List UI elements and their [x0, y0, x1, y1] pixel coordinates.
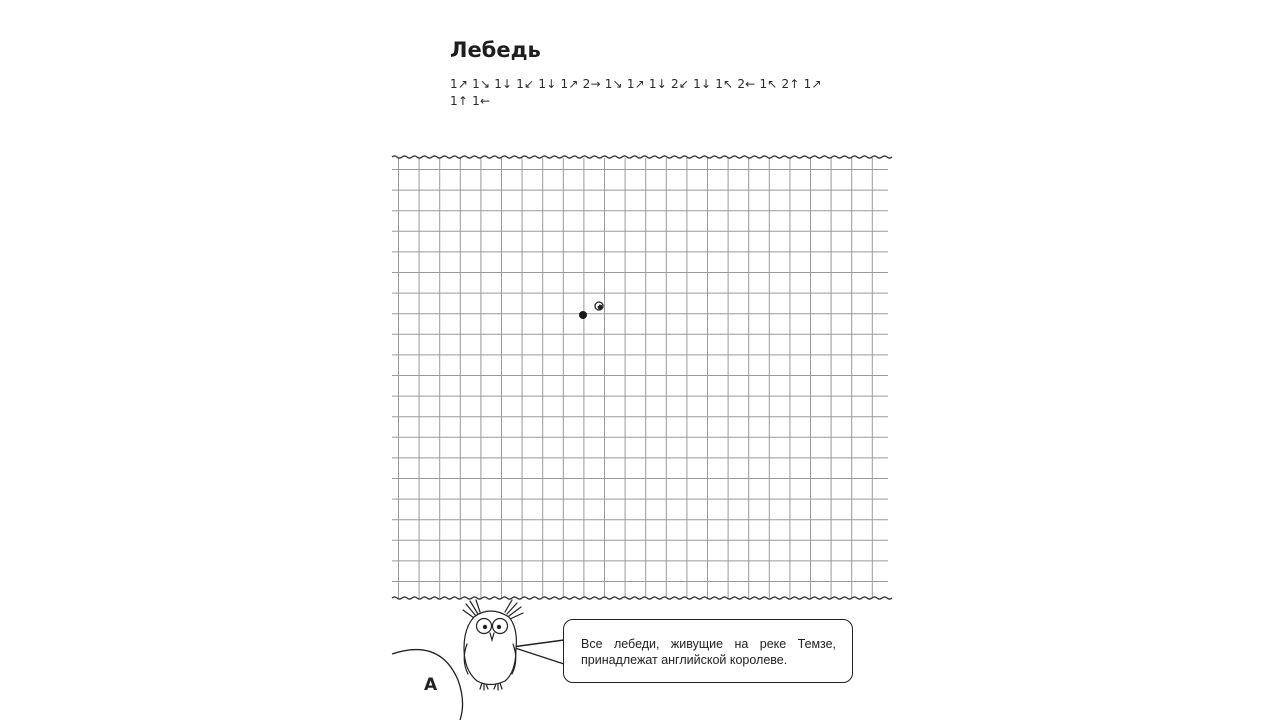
instruction-line-2: 1↑ 1←: [450, 94, 491, 108]
speech-bubble-tail: [512, 640, 564, 664]
eye-icon: [595, 302, 603, 310]
corner-letter: А: [424, 675, 438, 695]
speech-bubble-line-2: принадлежат английской королеве.: [581, 653, 788, 667]
instruction-line-1: 1↗ 1↘ 1↓ 1↙ 1↓ 1↗ 2→ 1↘ 1↗ 1↓ 2↙ 1↓ 1↖ 2← 1↖ 2↑ 1↗: [450, 77, 822, 91]
torn-edge-bottom: [392, 597, 892, 599]
speech-bubble-line-1: Все лебеди, живущие на реке Темзе,: [581, 637, 836, 651]
page-title: Лебедь: [450, 38, 541, 62]
torn-edge-top: [392, 156, 892, 158]
grid-lines: [392, 158, 888, 598]
start-dot-icon: [579, 311, 587, 319]
speech-bubble: [563, 619, 853, 683]
owl-icon: [463, 600, 523, 690]
